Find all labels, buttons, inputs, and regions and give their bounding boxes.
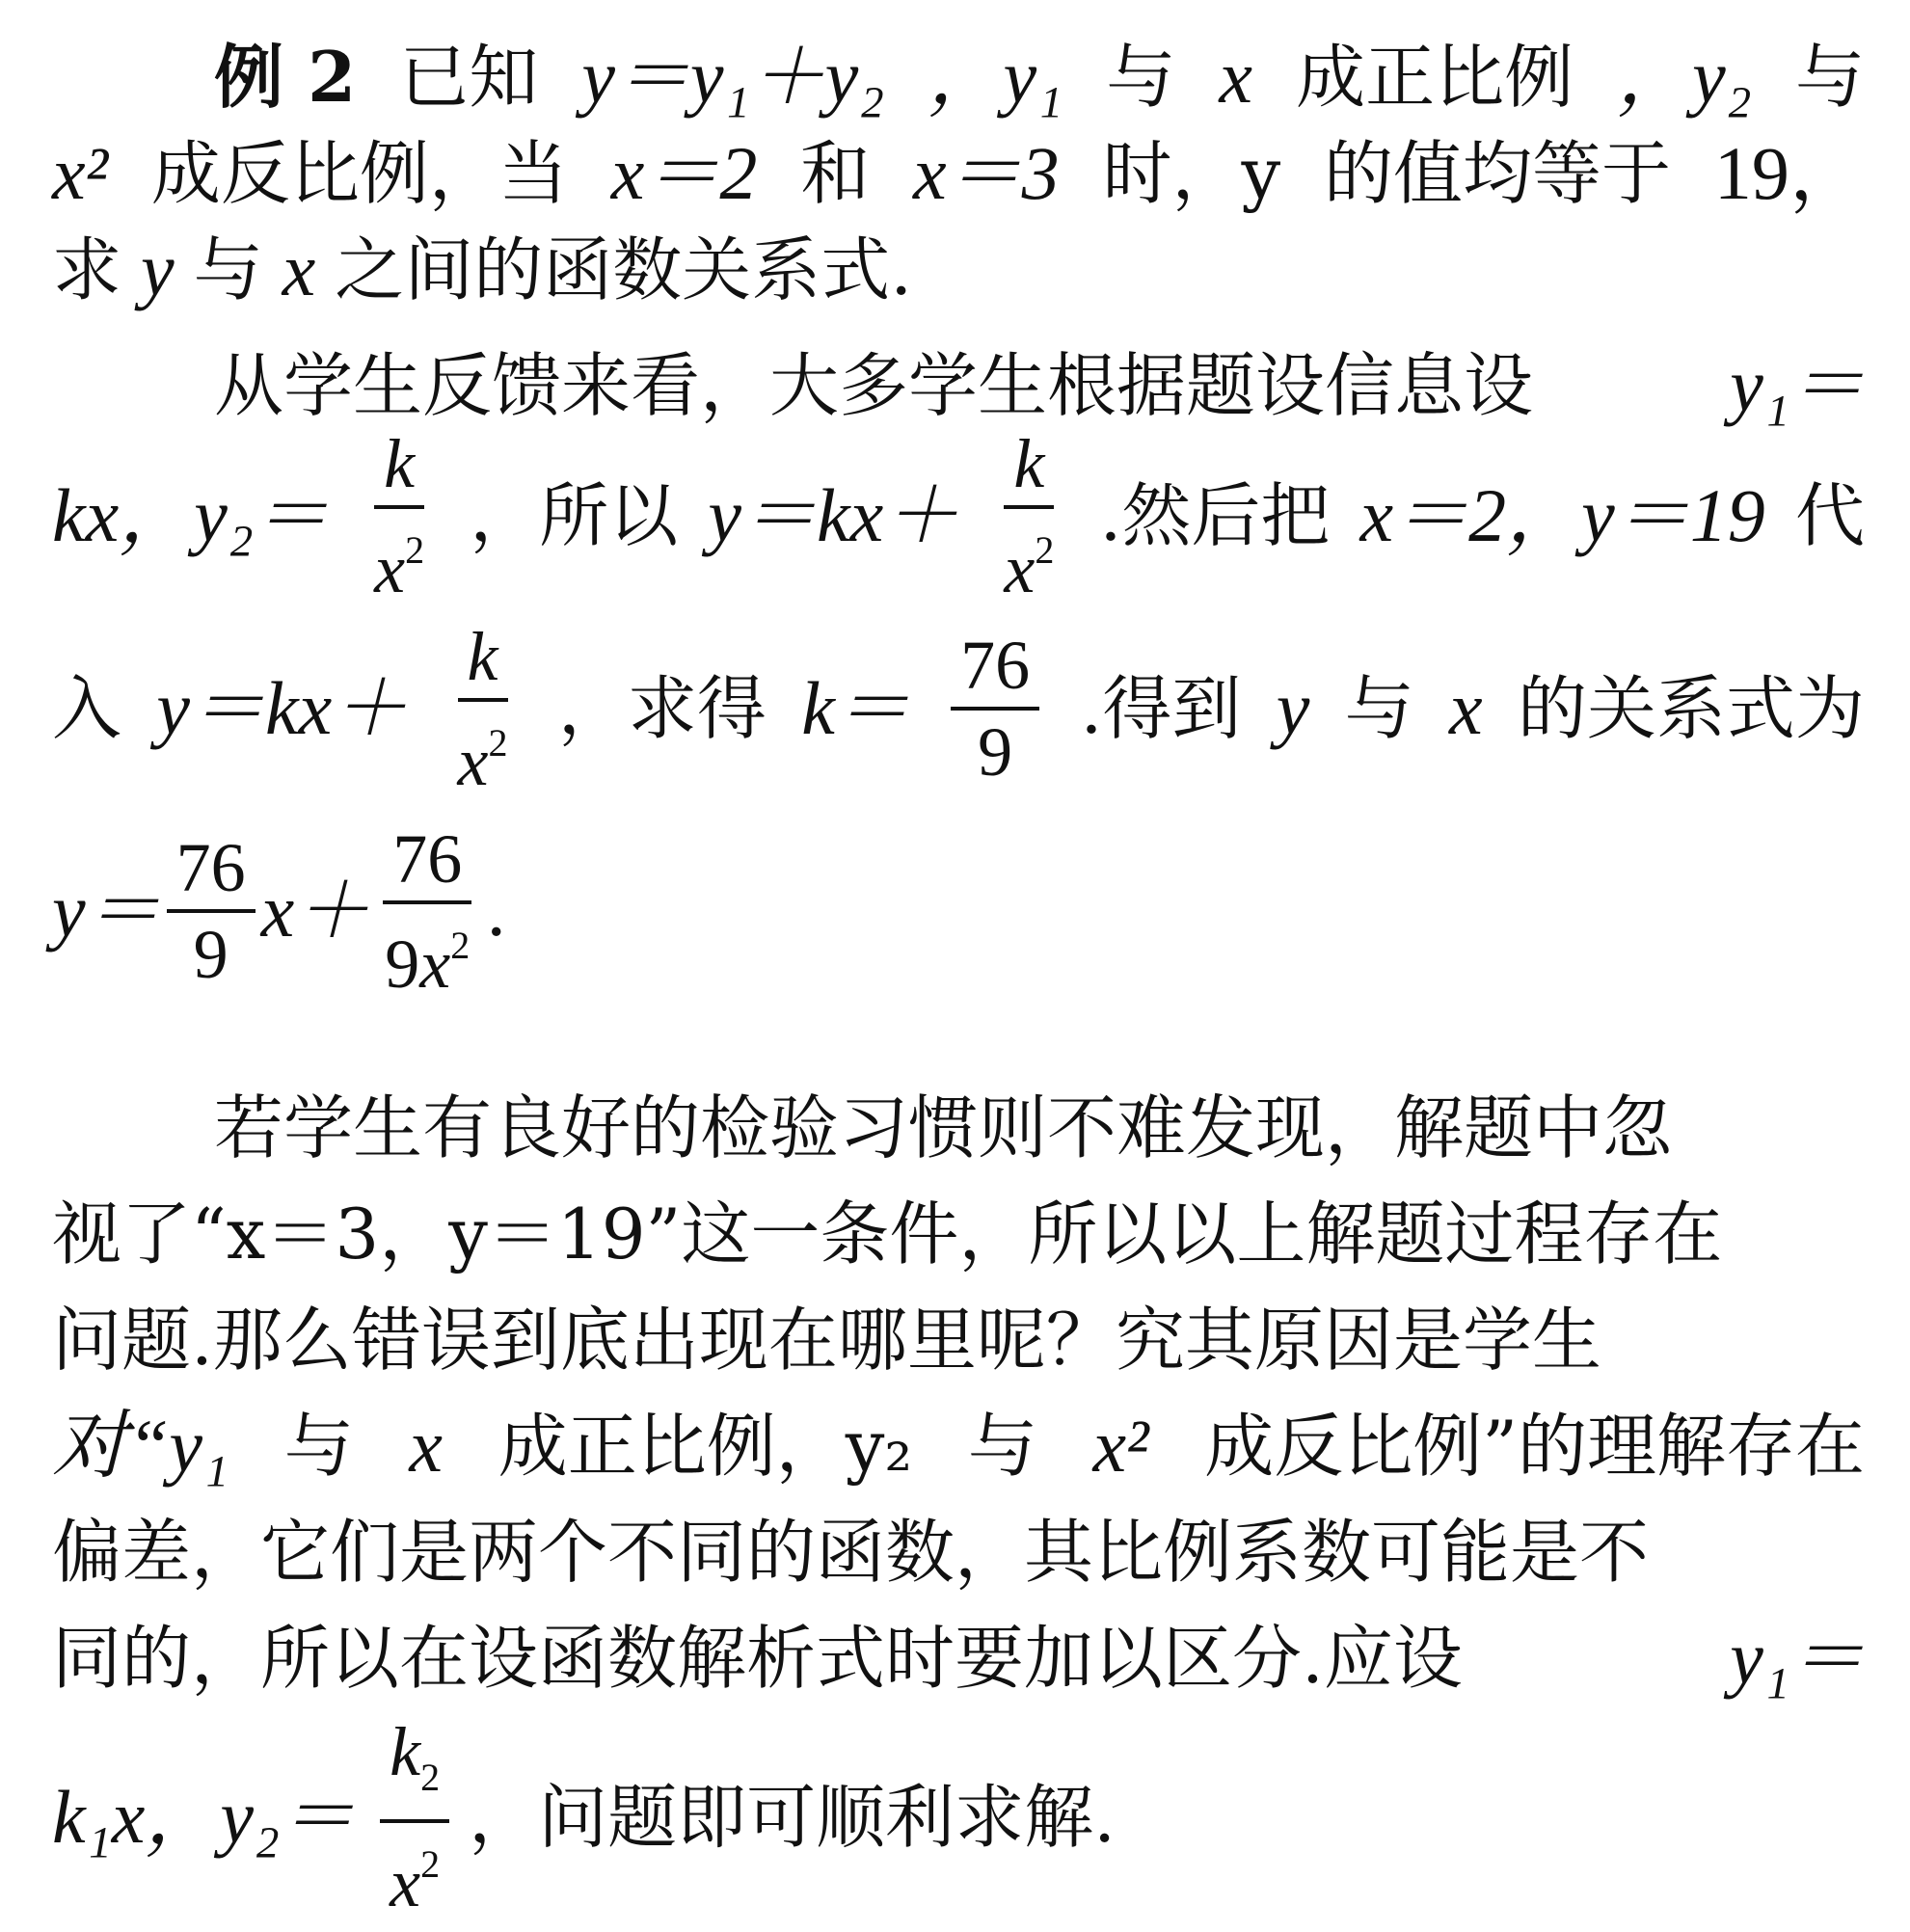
text-segment: 求 [52,229,122,310]
math-expression: y＝kx＋ [156,666,408,750]
math-variable: y [1276,666,1310,750]
discussion-line-1 [52,1070,1865,1186]
fraction-k2-over-x-squared: $\frac{k_2}{x^2}$ [380,1710,449,1924]
discussion-line-4 [52,1388,1865,1504]
text-segment: ，求得 [557,668,767,749]
analysis-line-3 [52,617,1865,800]
text-segment: 之间的函数关系式. [335,229,913,310]
analysis-line-1 [52,328,1865,443]
text-segment: 与 [1106,37,1176,118]
text-segment: 与 [283,1406,354,1487]
text-segment: 成正比例 [1296,37,1574,118]
fraction-k-over-x-squared: $\frac{k}{x^2}$ [994,422,1063,610]
text-segment: 与 [1794,37,1865,118]
fraction-k-over-x-squared: $\frac{k}{x^2}$ [448,615,518,803]
text-segment: 成正比例，y₂ [498,1406,913,1487]
fraction-76-over-9: $\frac{76}{9}$ [951,624,1039,793]
discussion-line-7 [52,1713,1865,1921]
discussion-line-2 [52,1176,1865,1292]
math-expression: x＝2，y＝19 [1359,473,1765,557]
math-expression: kx，y₂＝ [52,473,329,557]
math-expression: x² [52,131,109,215]
text-segment: 的关系式为 [1517,668,1865,749]
text-segment: 与 [1344,668,1414,749]
math-variable: y [141,228,175,311]
fraction-k-over-x-squared: $\frac{k}{x^2}$ [364,422,434,610]
math-expression: 对“y₁ [52,1404,229,1488]
text-segment: 与 [967,1406,1037,1487]
text-segment: 成反比例，当 [150,133,568,214]
analysis-line-4 [52,819,1865,1003]
analysis-line-2 [52,424,1865,607]
math-expression: k＝ [801,666,910,750]
math-expression: ，y₂ [1617,35,1752,119]
math-expression: ，y₁ [928,35,1063,119]
math-variable: x [409,1404,444,1488]
math-variable: x [282,228,316,311]
math-expression: y₁＝ [1730,1616,1865,1700]
text-segment: 入 [52,668,122,749]
text-segment: .然后把 [1099,475,1331,556]
text-segment: .得到 [1080,668,1242,749]
number-value: 19， [1713,131,1865,215]
math-expression: x＝2 [610,131,758,215]
text-segment: 若学生有良好的检验习惯则不难发现，解题中忽 [214,1087,1673,1168]
text-segment: . [485,871,508,952]
text-segment: 问题.那么错误到底出现在哪里呢？究其原因是学生 [52,1300,1601,1381]
result-formula [52,818,507,1006]
math-expression: x＝3 [913,131,1060,215]
math-expression: y₁＝ [1730,343,1865,427]
text-segment: 视了“x＝3，y＝19”这一条件，所以以上解题过程存在 [52,1194,1723,1275]
math-expression: x² [1092,1404,1149,1488]
example-label: 例 2 [214,36,357,118]
discussion-line-5 [52,1494,1865,1610]
math-expression: k₁x，y₂＝ [52,1775,356,1859]
text-segment: 时，y [1102,133,1281,214]
math-expression: y＝y₁＋y₂ [581,35,885,119]
fraction-76-over-9x-squared: $\frac{76}{9x^2}$ [375,818,479,1006]
discussion-line-6 [52,1600,1865,1716]
math-expression: y＝kx＋ [708,473,959,557]
math-variable: x [1219,35,1252,119]
text-segment: ，问题即可顺利求解. [469,1777,1116,1858]
problem-statement-line-3 [52,212,1865,328]
math-expression: x＋ [260,869,370,953]
math-expression: y＝ [52,869,161,953]
text-segment: 从学生反馈来看，大多学生根据题设信息设 [214,345,1534,426]
text-segment: 已知 [399,37,539,118]
text-segment: 与 [193,229,263,310]
discussion-line-3 [52,1282,1865,1398]
math-variable: x [1448,666,1483,750]
text-segment: 和 [800,133,871,214]
text-segment: 成反比例”的理解存在 [1204,1406,1865,1487]
text-segment: 偏差，它们是两个不同的函数，其比例系数可能是不 [52,1512,1650,1593]
text-segment: 的值均等于 [1324,133,1672,214]
text-segment: 代 [1794,475,1865,556]
text-segment: ，所以 [470,475,679,556]
fraction-76-over-9: $\frac{76}{9}$ [167,826,256,996]
text-segment: 同的，所以在设函数解析式时要加以区分.应设 [52,1618,1463,1699]
